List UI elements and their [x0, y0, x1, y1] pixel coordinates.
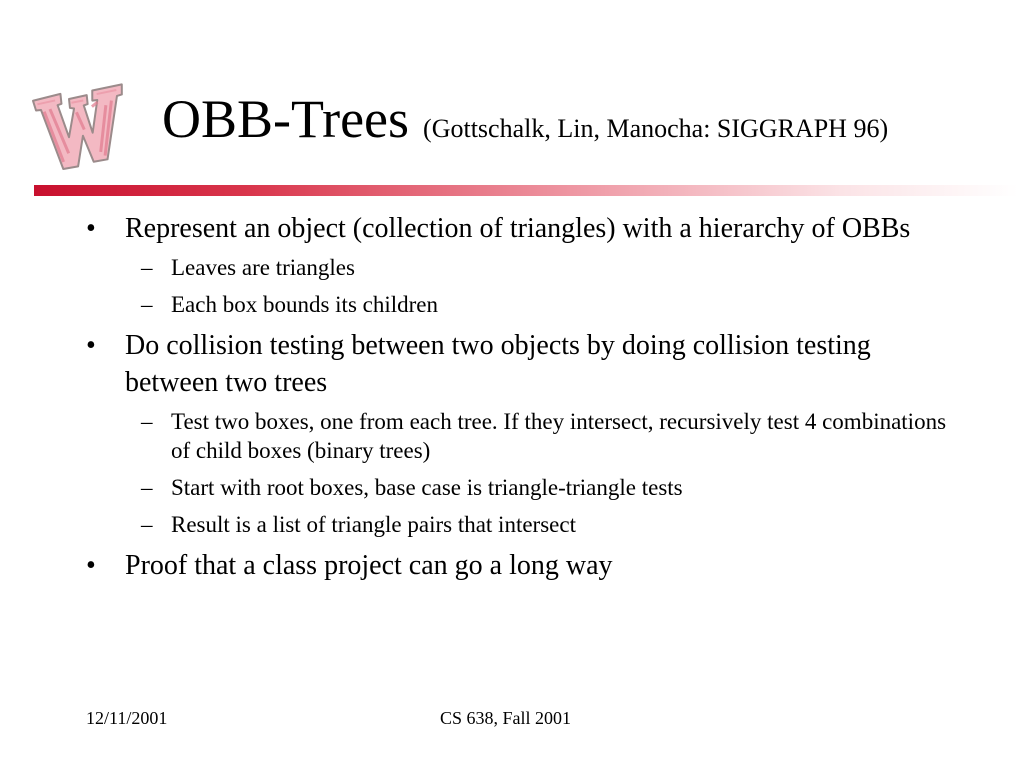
bullet-item [84, 327, 964, 539]
bullet-item [84, 547, 964, 584]
bullet-text: Represent an object (collection of triangles) with a hierarchy of OBBs [125, 213, 911, 244]
sub-bullet-marker: – [141, 409, 153, 434]
sub-bullet-item [125, 407, 964, 465]
bullet-text: Proof that a class project can go a long way [125, 550, 613, 581]
sub-bullet-item [125, 253, 964, 282]
bullet-item [84, 210, 964, 319]
bullet-marker: • [86, 213, 96, 244]
slide-title: OBB-Trees [162, 89, 410, 149]
sub-bullet-marker: – [141, 255, 153, 280]
sub-bullet-text: Leaves are triangles [171, 255, 355, 280]
sub-bullet-marker: – [141, 292, 153, 317]
slide-body [84, 210, 964, 592]
bullet-marker: • [86, 550, 96, 581]
bullet-text: Do collision testing between two objects by doing collision testing between two trees [125, 330, 871, 398]
sub-bullet-text: Test two boxes, one from each tree. If they intersect, recursively test 4 combinations of child boxes (binary trees) [171, 409, 947, 463]
title-divider [34, 185, 1018, 196]
sub-bullet-list [125, 407, 964, 539]
footer-course: CS 638, Fall 2001 [440, 708, 572, 728]
sub-bullet-text: Result is a list of triangle pairs that intersect [171, 512, 576, 537]
sub-bullet-text: Start with root boxes, base case is triangle-triangle tests [171, 475, 683, 500]
bullet-marker: • [86, 330, 96, 361]
sub-bullet-list [125, 253, 964, 319]
slide-title-row [162, 89, 889, 149]
sub-bullet-item [125, 473, 964, 502]
slide-subtitle: (Gottschalk, Lin, Manocha: SIGGRAPH 96) [423, 114, 889, 143]
wisconsin-w-logo-icon [30, 78, 130, 176]
footer-date: 12/11/2001 [86, 708, 168, 728]
sub-bullet-item [125, 510, 964, 539]
sub-bullet-item [125, 290, 964, 319]
sub-bullet-marker: – [141, 512, 153, 537]
sub-bullet-text: Each box bounds its children [171, 292, 439, 317]
sub-bullet-marker: – [141, 475, 153, 500]
